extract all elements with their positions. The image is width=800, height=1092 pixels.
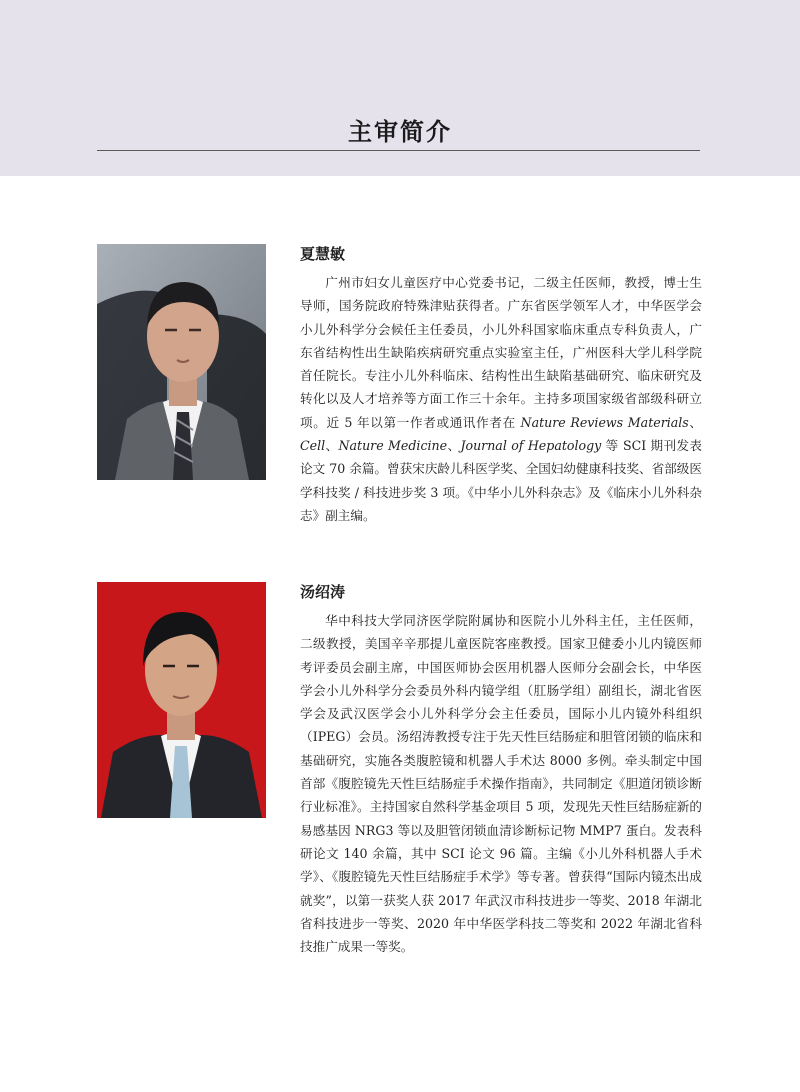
- person-bio: 广州市妇女儿童医疗中心党委书记，二级主任医师，教授，博士生导师，国务院政府特殊津贴获得者。广东省医学领军人才，中华医学会小儿外科学分会候任主任委员，小儿外科国家临床重点专科负责人，广东省结构性出生缺陷疾病研究重点实验室主任，广州医科大学儿科学院首任院长。专注小儿外科临床、结构性出生缺陷基础研究、临床研究及转化以及人才培养等方面工作三十余年。主持多项国家级省部级科研立项。近 5 年以第一作者或通讯作者在 Nature Reviews Materials、Cell、Nature Medicine、Journal of Hepatology 等 SCI 期刊发表论文 70 余篇。曾获宋庆龄儿科医学奖、全国妇幼健康科技奖、省部级医学科技奖 / 科技进步奖 3 项。《中华小儿外科杂志》及《临床小儿外科杂志》副主编。: [300, 275, 703, 523]
- portrait-photo-2: [97, 582, 266, 818]
- journal-name: Nature Reviews Materials: [520, 414, 689, 430]
- portrait-photo-1: [97, 244, 266, 480]
- profile-info-1: [300, 244, 702, 527]
- person-name: 汤绍涛: [300, 583, 346, 601]
- title-divider: [97, 150, 700, 151]
- profile-info-2: [300, 582, 702, 958]
- journal-name: Cell: [300, 438, 326, 454]
- person-bio: 华中科技大学同济医学院附属协和医院小儿外科主任，主任医师，二级教授，美国辛辛那提儿童医院客座教授。国家卫健委小儿内镜医师考评委员会副主席，中国医师协会医用机器人医师分会副会长，中华医学会小儿外科学分会委员外科内镜学组（肛肠学组）副组长，湖北省医学会及武汉医学会小儿外科学分会主任委员，国际小儿内镜外科组织（IPEG）会员。汤绍涛教授专注于先天性巨结肠症和胆管闭锁的临床和基础研究，实施各类腹腔镜和机器人手术达 8000 多例。牵头制定中国首部《腹腔镜先天性巨结肠症手术操作指南》，共同制定《胆道闭锁诊断行业标准》。主持国家自然科学基金项目 5 项，发现先天性巨结肠症新的易感基因 NRG3 等以及胆管闭锁血清诊断标记物 MMP7 蛋白。发表科研论文 140 余篇，其中 SCI 论文 96 篇。主编《小儿外科机器人手术学》、《腹腔镜先天性巨结肠症手术学》等专著。曾获得“国际内镜杰出成就奖”，以第一获奖人获 2017 年武汉市科技进步一等奖、2018 年湖北省科技进步一等奖、2020 年中华医学科技二等奖和 2022 年湖北省科技推广成果一等奖。: [300, 613, 702, 955]
- journal-name: Nature Medicine: [338, 438, 448, 454]
- journal-name: Journal of Hepatology: [460, 438, 602, 454]
- person-name: 夏慧敏: [300, 245, 346, 263]
- page-title: 主审简介: [348, 118, 452, 146]
